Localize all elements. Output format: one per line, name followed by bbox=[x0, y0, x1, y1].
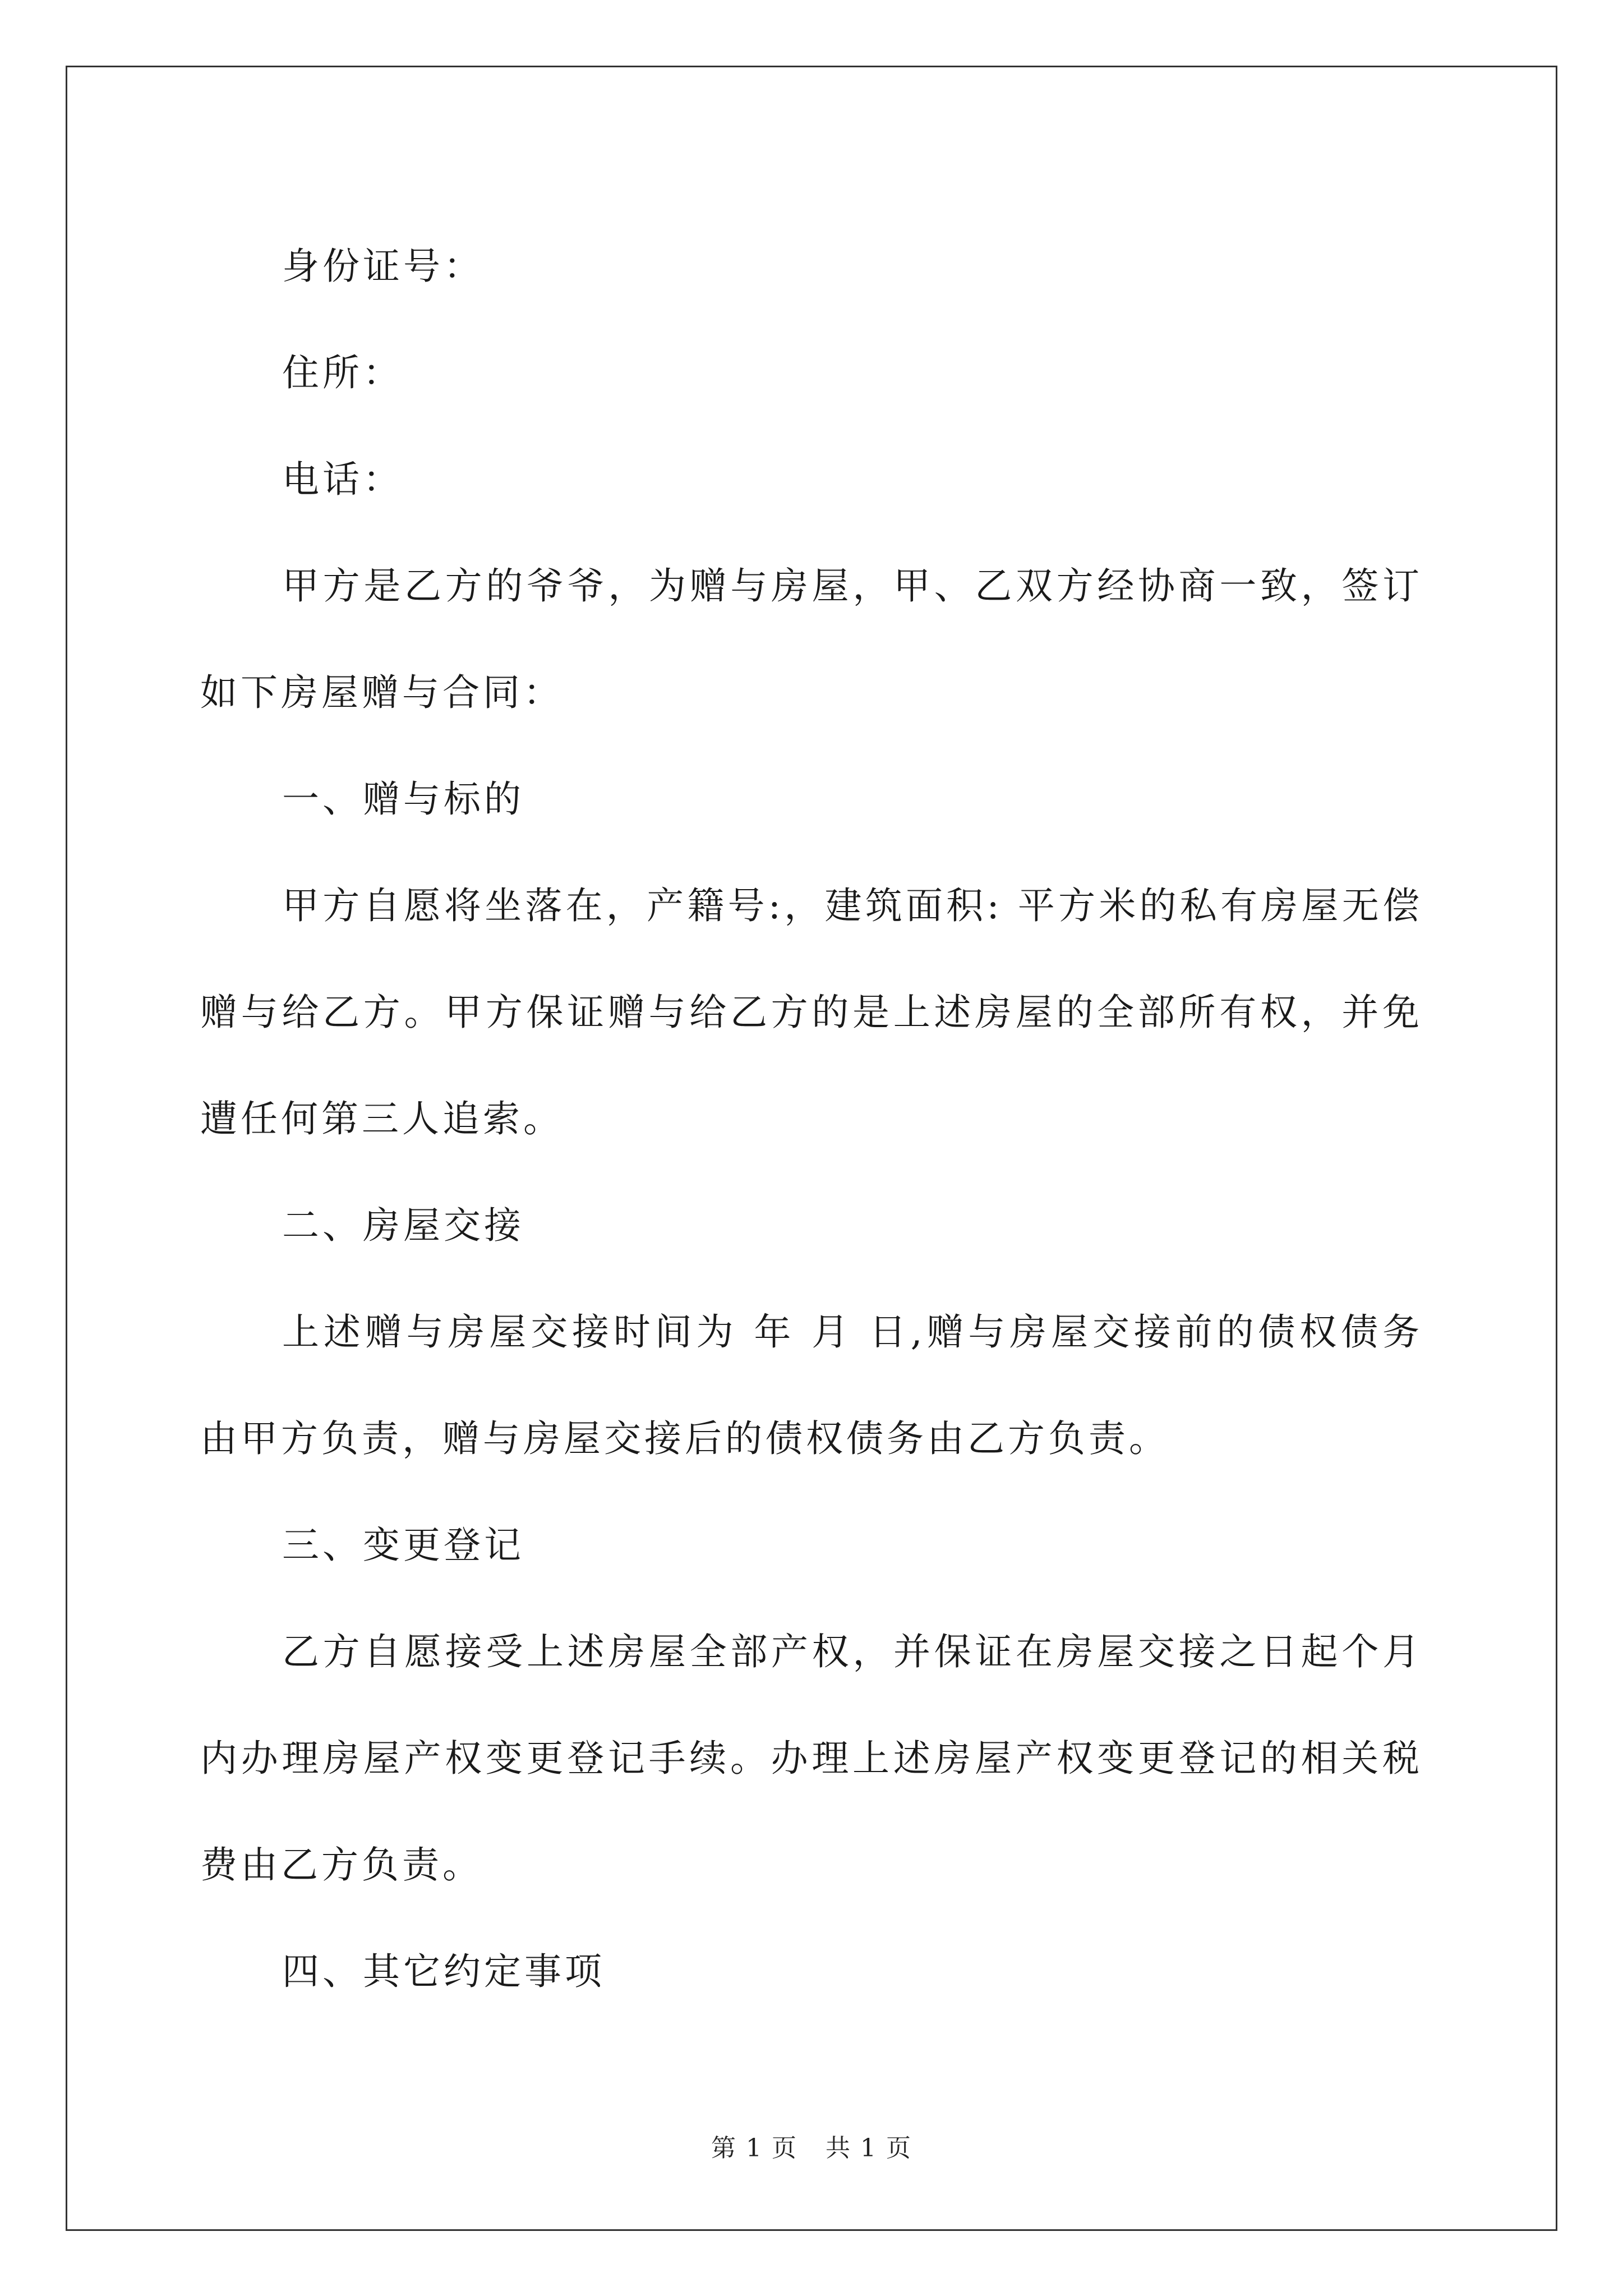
page-number-current: 第 1 页 bbox=[711, 2134, 797, 2162]
contract-intro-paragraph: 甲方是乙方的爷爷，为赠与房屋，甲、乙双方经协商一致，签订如下房屋赠与合同： bbox=[200, 564, 1423, 714]
id-number-label: 身份证号： bbox=[282, 245, 484, 288]
section-heading-handover: 二、房屋交接 bbox=[282, 1204, 524, 1247]
section-heading-other-matters: 四、其它约定事项 bbox=[282, 1950, 605, 1993]
section-heading-registration: 三、变更登记 bbox=[282, 1524, 524, 1567]
phone-label: 电话： bbox=[282, 458, 403, 501]
gift-subject-paragraph: 甲方自愿将坐落在，产籍号:，建筑面积: 平方米的私有房屋无偿赠与给乙方。甲方保证赠与给乙方的是上述房屋的全部所有权，并免遭任何第三人追索。 bbox=[200, 884, 1423, 1140]
page-footer bbox=[0, 2132, 1623, 2165]
handover-paragraph: 上述赠与房屋交接时间为 年 月 日,赠与房屋交接前的债权债务由甲方负责，赠与房屋交接后的债权债务由乙方负责。 bbox=[200, 1310, 1423, 1460]
section-heading-gift-subject: 一、赠与标的 bbox=[282, 777, 524, 821]
document-body bbox=[200, 213, 1423, 2025]
registration-paragraph: 乙方自愿接受上述房屋全部产权，并保证在房屋交接之日起个月内办理房屋产权变更登记手续。办理上述房屋产权变更登记的相关税费由乙方负责。 bbox=[200, 1630, 1423, 1887]
address-label: 住所： bbox=[282, 351, 403, 394]
page-number-total: 共 1 页 bbox=[826, 2134, 912, 2162]
